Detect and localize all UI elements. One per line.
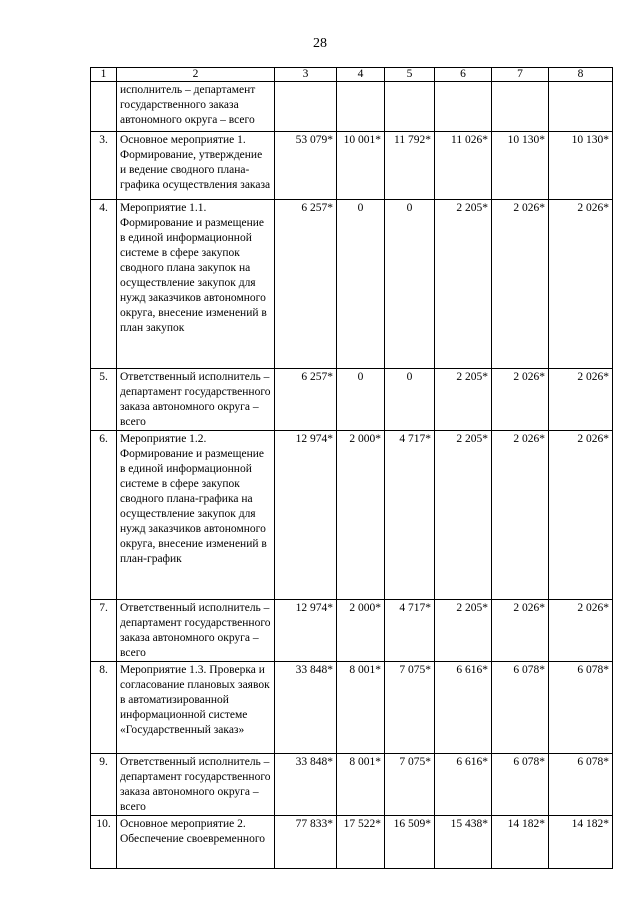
funding-value-cell: 33 848* — [275, 754, 337, 816]
funding-value-cell: 77 833* — [275, 816, 337, 869]
funding-value-cell — [435, 82, 492, 132]
funding-value-cell: 2 026* — [492, 200, 549, 369]
funding-value-cell: 6 616* — [435, 662, 492, 754]
activity-description-cell: Мероприятие 1.3. Проверка и согласование плановых заявок в автоматизированной информационной системе «Государственный заказ» — [117, 662, 275, 754]
column-header: 6 — [435, 68, 492, 82]
table-body — [91, 82, 613, 869]
table-header — [91, 68, 613, 82]
funding-value-cell: 2 026* — [492, 600, 549, 662]
funding-value-cell — [492, 82, 549, 132]
funding-value-cell: 14 182* — [549, 816, 613, 869]
row-number-cell: 10. — [91, 816, 117, 869]
funding-value-cell — [549, 82, 613, 132]
table-row — [91, 662, 613, 754]
funding-value-cell: 2 000* — [337, 431, 385, 600]
column-header: 5 — [385, 68, 435, 82]
row-number-cell: 8. — [91, 662, 117, 754]
row-number-cell: 4. — [91, 200, 117, 369]
funding-value-cell: 6 078* — [549, 754, 613, 816]
funding-value-cell — [385, 82, 435, 132]
budget-table — [90, 67, 613, 869]
funding-value-cell: 2 026* — [549, 431, 613, 600]
funding-value-cell: 53 079* — [275, 132, 337, 200]
funding-value-cell: 8 001* — [337, 662, 385, 754]
funding-value-cell: 10 001* — [337, 132, 385, 200]
activity-description-cell: Ответственный исполнитель – департамент государственного заказа автономного округа – всего — [117, 600, 275, 662]
funding-value-cell: 0 — [337, 200, 385, 369]
column-header: 7 — [492, 68, 549, 82]
funding-value-cell: 8 001* — [337, 754, 385, 816]
funding-value-cell: 7 075* — [385, 662, 435, 754]
funding-value-cell: 2 205* — [435, 200, 492, 369]
column-header: 2 — [117, 68, 275, 82]
column-header: 1 — [91, 68, 117, 82]
funding-value-cell: 2 026* — [549, 200, 613, 369]
funding-value-cell: 11 026* — [435, 132, 492, 200]
column-header: 4 — [337, 68, 385, 82]
activity-description-cell: Ответственный исполнитель – департамент государственного заказа автономного округа – всего — [117, 369, 275, 431]
table-row — [91, 82, 613, 132]
table-row — [91, 369, 613, 431]
funding-value-cell: 0 — [385, 200, 435, 369]
funding-value-cell: 0 — [337, 369, 385, 431]
funding-value-cell: 2 000* — [337, 600, 385, 662]
activity-description-cell: исполнитель – департамент государственного заказа автономного округа – всего — [117, 82, 275, 132]
activity-description-cell: Мероприятие 1.2. Формирование и размещение в единой информационной системе в сфере закупок сводного плана-графика на осуществление закупок для нужд заказчиков автономного округа, внесение изменений в план-график — [117, 431, 275, 600]
row-number-cell: 3. — [91, 132, 117, 200]
row-number-cell — [91, 82, 117, 132]
funding-value-cell: 16 509* — [385, 816, 435, 869]
funding-value-cell: 2 026* — [492, 369, 549, 431]
funding-value-cell: 15 438* — [435, 816, 492, 869]
funding-value-cell: 33 848* — [275, 662, 337, 754]
column-header: 3 — [275, 68, 337, 82]
activity-description-cell: Ответственный исполнитель – департамент государственного заказа автономного округа – всего — [117, 754, 275, 816]
page-number: 28 — [313, 36, 327, 51]
table-row — [91, 431, 613, 600]
funding-value-cell: 2 026* — [549, 369, 613, 431]
funding-value-cell — [337, 82, 385, 132]
table-row — [91, 600, 613, 662]
funding-value-cell: 4 717* — [385, 431, 435, 600]
funding-value-cell: 7 075* — [385, 754, 435, 816]
funding-value-cell: 6 078* — [492, 662, 549, 754]
funding-value-cell: 4 717* — [385, 600, 435, 662]
funding-value-cell: 10 130* — [492, 132, 549, 200]
funding-value-cell: 6 078* — [492, 754, 549, 816]
funding-value-cell: 6 616* — [435, 754, 492, 816]
funding-value-cell: 11 792* — [385, 132, 435, 200]
table-row — [91, 132, 613, 200]
funding-value-cell: 2 026* — [549, 600, 613, 662]
row-number-cell: 9. — [91, 754, 117, 816]
funding-value-cell — [275, 82, 337, 132]
row-number-cell: 5. — [91, 369, 117, 431]
funding-value-cell: 12 974* — [275, 431, 337, 600]
table-row — [91, 200, 613, 369]
funding-value-cell: 6 257* — [275, 369, 337, 431]
funding-value-cell: 2 205* — [435, 600, 492, 662]
funding-value-cell: 6 257* — [275, 200, 337, 369]
funding-value-cell: 6 078* — [549, 662, 613, 754]
funding-value-cell: 12 974* — [275, 600, 337, 662]
column-number-row — [91, 68, 613, 82]
row-number-cell: 6. — [91, 431, 117, 600]
funding-value-cell: 17 522* — [337, 816, 385, 869]
table-row — [91, 754, 613, 816]
table-row — [91, 816, 613, 869]
funding-value-cell: 2 205* — [435, 369, 492, 431]
funding-value-cell: 2 205* — [435, 431, 492, 600]
activity-description-cell: Основное мероприятие 2. Обеспечение своевременного — [117, 816, 275, 869]
funding-value-cell: 0 — [385, 369, 435, 431]
funding-value-cell: 14 182* — [492, 816, 549, 869]
column-header: 8 — [549, 68, 613, 82]
funding-value-cell: 2 026* — [492, 431, 549, 600]
activity-description-cell: Мероприятие 1.1. Формирование и размещение в единой информационной системе в сфере закупок сводного плана закупок на осуществление закупок для нужд заказчиков автономного округа, внесение изменений в план закупок — [117, 200, 275, 369]
activity-description-cell: Основное мероприятие 1. Формирование, утверждение и ведение сводного плана-графика осуществления заказа — [117, 132, 275, 200]
row-number-cell: 7. — [91, 600, 117, 662]
funding-value-cell: 10 130* — [549, 132, 613, 200]
